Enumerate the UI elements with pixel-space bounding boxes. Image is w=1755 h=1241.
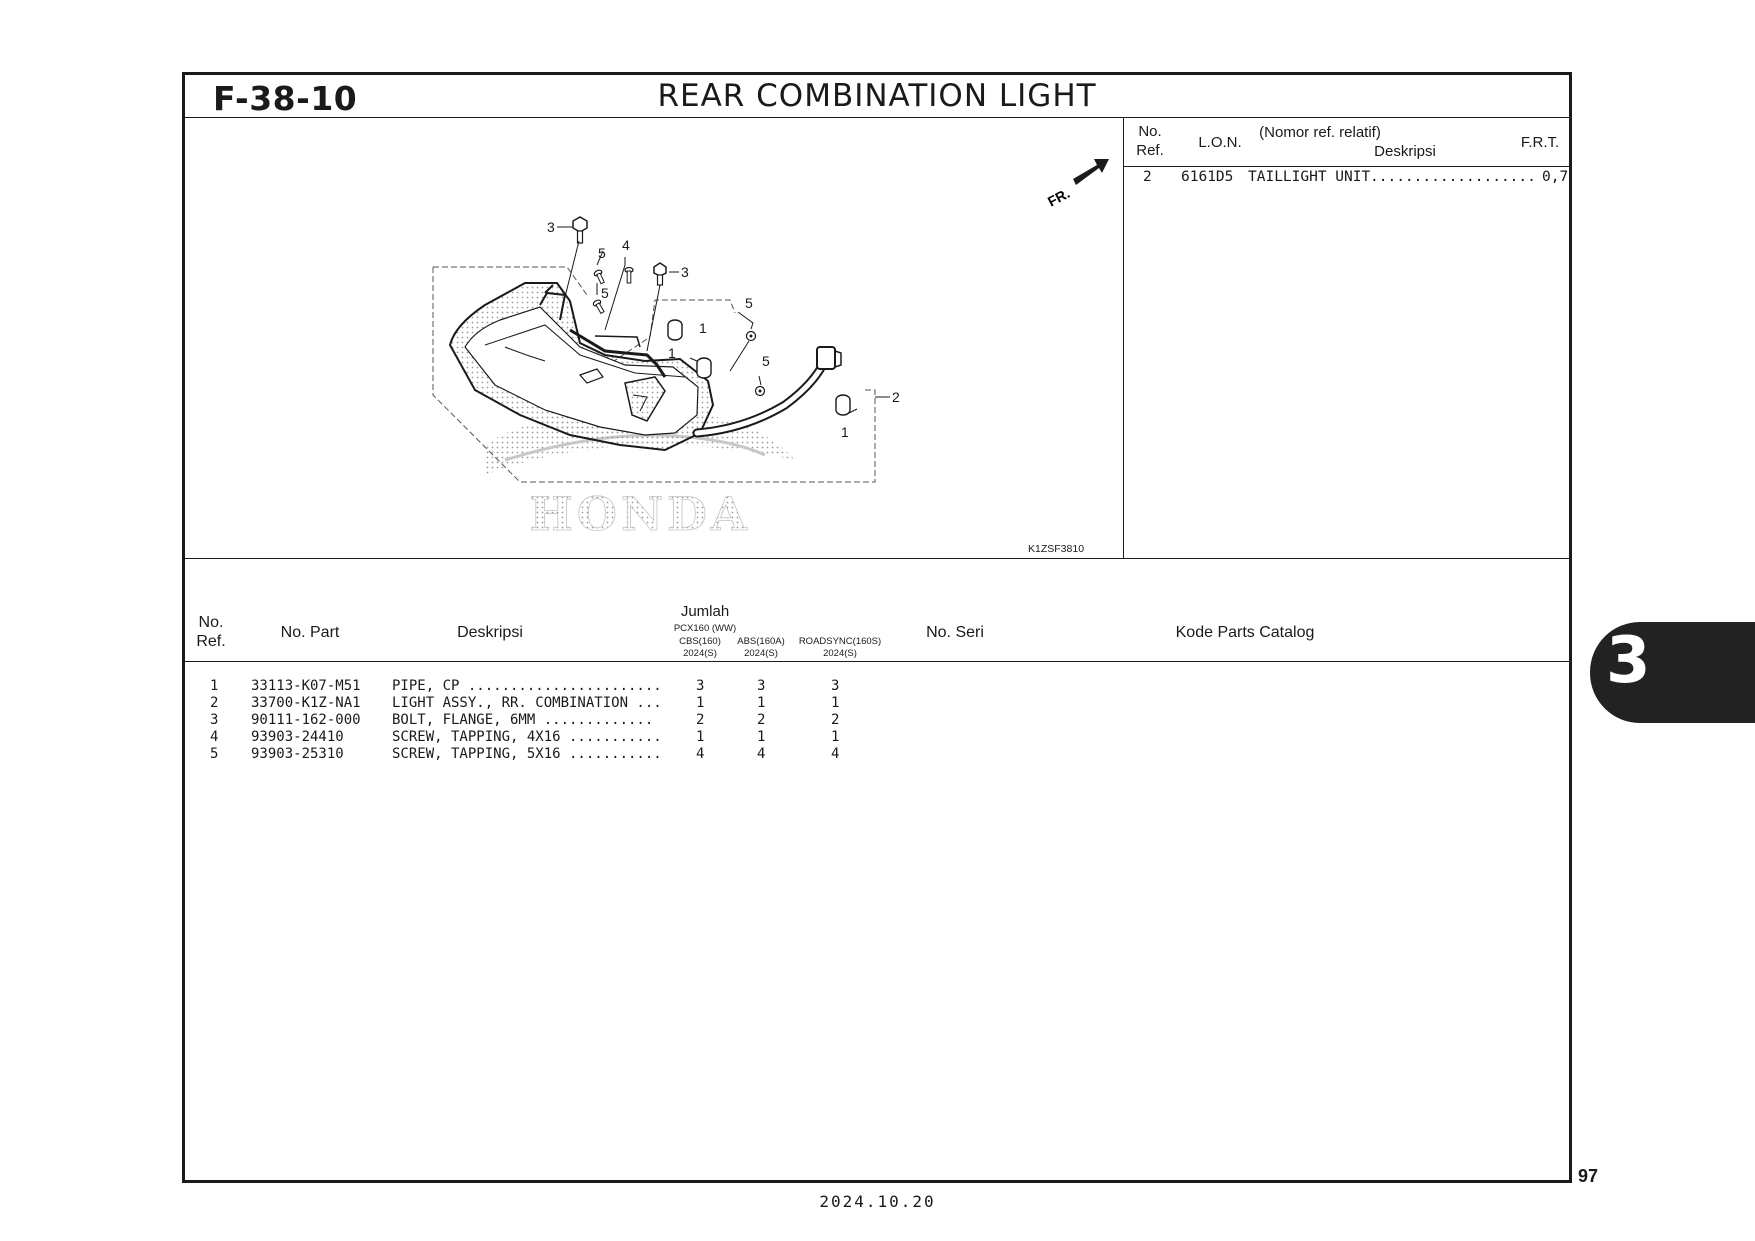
divider (185, 661, 1569, 662)
lon-header-deskripsi: Deskripsi (1374, 143, 1436, 160)
parts-header-jumlah: Jumlah (680, 603, 730, 620)
callout: 3 (547, 219, 555, 235)
parts-header-ref: No. Ref. (196, 614, 226, 650)
grommet-icon (836, 395, 850, 415)
parts-header-desc: Deskripsi (457, 624, 523, 641)
callout: 4 (622, 237, 630, 253)
parts-header-seri: No. Seri (926, 624, 984, 641)
screw-icon (593, 269, 606, 285)
figure-code: F-38-10 (213, 79, 358, 118)
light-assy-icon (450, 283, 713, 450)
callout: 1 (668, 345, 676, 361)
table-row: 3 90111-162-000 BOLT, FLANGE, 6MM ............. 2 2 2 (210, 712, 840, 728)
screw-icon (625, 268, 633, 284)
bolt-icon (654, 263, 666, 285)
table-row: 1 33113-K07-M51 PIPE, CP ....................... 3 3 3 (210, 678, 840, 694)
lon-row-dots: ................... (1370, 169, 1536, 185)
divider (1123, 117, 1124, 558)
screw-icon (756, 387, 765, 396)
front-arrow-icon (1045, 159, 1109, 210)
lon-header-no: No. Ref. (1136, 123, 1164, 159)
lon-header-frt: F.R.T. (1520, 134, 1560, 151)
parts-header-model: PCX160 (WW) (673, 623, 737, 634)
page-frame (182, 72, 1572, 1183)
watermark-text: HONDA (529, 487, 751, 541)
callout: 5 (762, 353, 770, 369)
lon-row-desc: TAILLIGHT UNIT (1248, 169, 1371, 185)
lon-row-lon: 6161D5 (1181, 169, 1234, 185)
parts-header-cbs: CBS(160) 2024(S) (679, 636, 721, 659)
callout: 2 (892, 389, 900, 405)
parts-header-part: No. Part (280, 624, 340, 641)
print-date: 2024.10.20 (819, 1192, 936, 1211)
grommet-icon (668, 320, 682, 340)
fr-label: FR. (1044, 184, 1073, 210)
page-title: REAR COMBINATION LIGHT (657, 78, 1097, 114)
parts-header-catalog: Kode Parts Catalog (1175, 624, 1315, 641)
section-tab-number: 3 (1606, 624, 1651, 698)
table-row: 5 93903-25310 SCREW, TAPPING, 5X16 ........... 4 4 4 (210, 746, 840, 762)
parts-header-roadsync: ROADSYNC(160S) 2024(S) (798, 636, 882, 659)
screw-icon (747, 332, 756, 341)
section-tab (1590, 622, 1755, 723)
table-row: 2 33700-K1Z-NA1 LIGHT ASSY., RR. COMBINATION ... 1 1 1 (210, 695, 840, 711)
diagram-code: K1ZSF3810 (1028, 543, 1085, 555)
divider (1123, 166, 1569, 167)
callout: 1 (841, 424, 849, 440)
table-row: 4 93903-24410 SCREW, TAPPING, 4X16 ........... 1 1 1 (210, 729, 840, 745)
lon-row-frt: 0,7 (1542, 169, 1569, 185)
lon-header-nomor: (Nomor ref. relatif) (1259, 124, 1381, 141)
callout: 5 (601, 285, 609, 301)
callout: 5 (745, 295, 753, 311)
callout: 3 (681, 264, 689, 280)
parts-header-abs: ABS(160A) 2024(S) (737, 636, 785, 659)
page-number: 97 (1578, 1166, 1599, 1186)
callout: 1 (699, 320, 707, 336)
bolt-icon (573, 217, 587, 243)
exploded-diagram (185, 115, 1123, 595)
lon-row-ref: 2 (1143, 169, 1152, 185)
callout: 5 (598, 245, 606, 261)
grommet-icon (697, 358, 711, 378)
screw-icon (592, 299, 606, 315)
lon-header-lon: L.O.N. (1198, 134, 1242, 151)
